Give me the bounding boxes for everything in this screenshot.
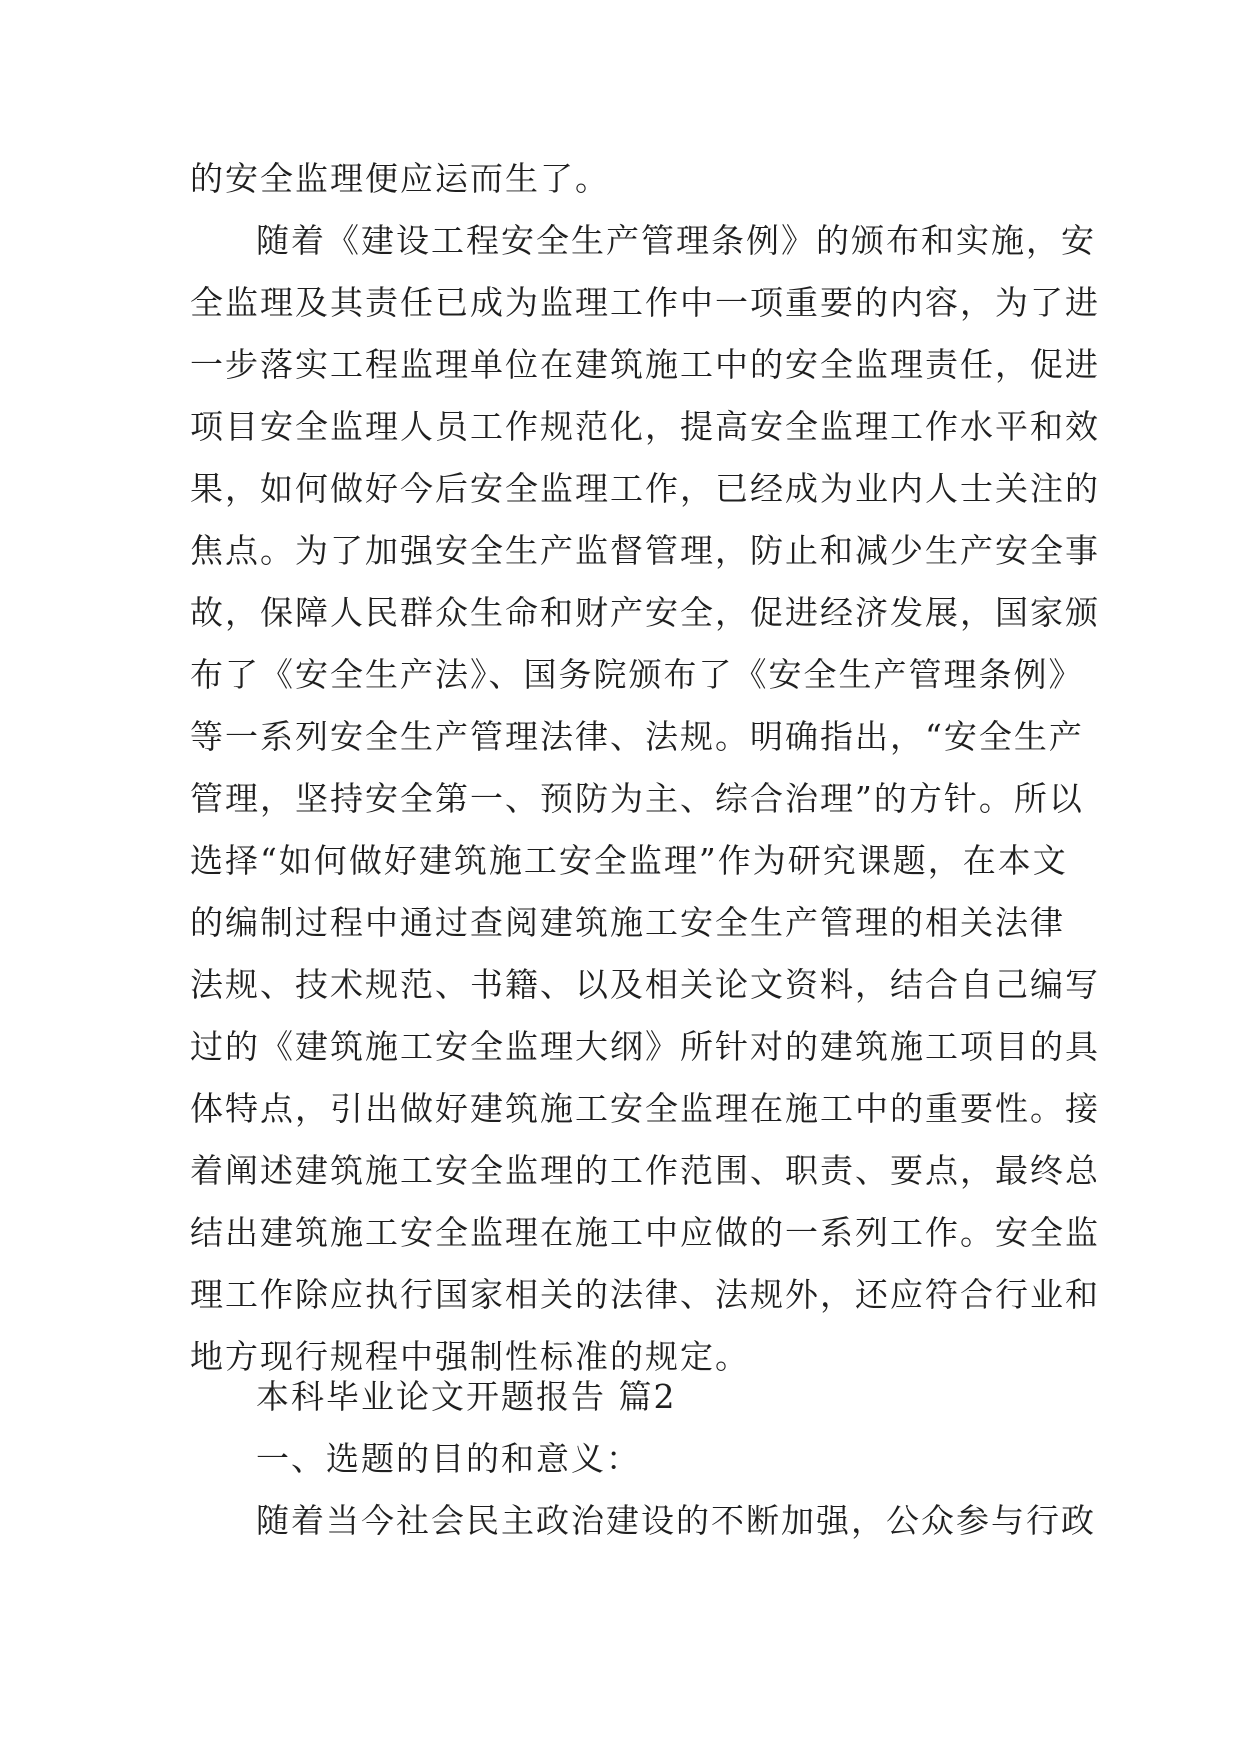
text-line: 理工作除应执行国家相关的法律、法规外，还应符合行业和 <box>190 1275 1100 1314</box>
body-text <box>190 148 1100 1388</box>
text-line: 选择“如何做好建筑施工安全监理”作为研究课题，在本文 <box>190 841 1068 880</box>
text-line: 项目安全监理人员工作规范化，提高安全监理工作水平和效 <box>190 407 1100 446</box>
text-line: 随着当今社会民主政治建设的不断加强，公众参与行政 <box>256 1501 1096 1540</box>
text-line: 过的《建筑施工安全监理大纲》所针对的建筑施工项目的具 <box>190 1027 1100 1066</box>
text-line: 管理，坚持安全第一、预防为主、综合治理”的方针。所以 <box>190 779 1084 818</box>
text-line: 焦点。为了加强安全生产监督管理，防止和减少生产安全事 <box>190 531 1100 570</box>
text-line: 地方现行规程中强制性标准的规定。 <box>190 1337 750 1376</box>
text-line: 法规、技术规范、书籍、以及相关论文资料，结合自己编写 <box>190 965 1100 1004</box>
text-line: 全监理及其责任已成为监理工作中一项重要的内容，为了进 <box>190 283 1100 322</box>
text-line: 的编制过程中通过查阅建筑施工安全生产管理的相关法律 <box>190 903 1065 942</box>
section-block <box>190 1366 1096 1552</box>
text-line: 体特点，引出做好建筑施工安全监理在施工中的重要性。接 <box>190 1089 1100 1128</box>
text-line: 果，如何做好今后安全监理工作，已经成为业内人士关注的 <box>190 469 1100 508</box>
section-subheading: 一、选题的目的和意义： <box>256 1439 641 1478</box>
text-line: 着阐述建筑施工安全监理的工作范围、职责、要点，最终总 <box>190 1151 1100 1190</box>
text-line: 的安全监理便应运而生了。 <box>190 159 610 198</box>
text-line: 随着《建设工程安全生产管理条例》的颁布和实施，安 <box>256 221 1096 260</box>
text-line: 故，保障人民群众生命和财产安全，促进经济发展，国家颁 <box>190 593 1100 632</box>
text-line: 布了《安全生产法》、国务院颁布了《安全生产管理条例》 <box>190 655 1084 694</box>
text-line: 一步落实工程监理单位在建筑施工中的安全监理责任，促进 <box>190 345 1100 384</box>
text-line: 结出建筑施工安全监理在施工中应做的一系列工作。安全监 <box>190 1213 1100 1252</box>
text-line: 等一系列安全生产管理法律、法规。明确指出，“安全生产 <box>190 717 1084 756</box>
section-heading: 本科毕业论文开题报告 篇2 <box>256 1377 677 1416</box>
